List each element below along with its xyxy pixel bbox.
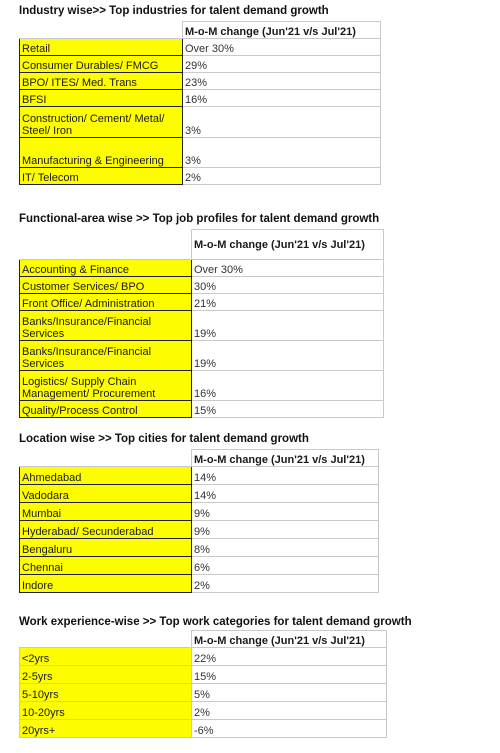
header-blank-cell [20,230,192,260]
row-label: Logistics/ Supply Chain Management/ Procurement [20,371,192,401]
row-value: 9% [192,503,379,521]
row-value: 16% [183,90,381,107]
industry-title: Industry wise>> Top industries for talent demand growth [19,5,329,17]
table-row [20,467,379,485]
row-label: Vadodara [20,485,192,503]
row-label: 5-10yrs [20,684,192,702]
location-table [19,449,379,593]
table-row [20,138,381,168]
table-row [20,702,387,720]
header-blank-cell [20,450,192,467]
row-label: 20yrs+ [20,720,192,738]
table-row [20,39,381,56]
row-value: 15% [192,666,387,684]
row-label: Mumbai [20,503,192,521]
table-row [20,277,384,294]
table-row [20,575,379,593]
header-cell: M-o-M change (Jun'21 v/s Jul'21) [192,450,379,467]
table-row [20,684,387,702]
row-value: 3% [183,107,381,138]
row-label: Construction/ Cement/ Metal/ Steel/ Iron [20,107,183,138]
row-value: 2% [192,702,387,720]
row-label: Bengaluru [20,539,192,557]
row-label: Accounting & Finance [20,260,192,277]
row-label: Banks/Insurance/Financial Services [20,341,192,371]
row-value: 15% [192,401,384,418]
header-cell: M-o-M change (Jun'21 v/s Jul'21) [192,631,387,648]
row-value: 14% [192,485,379,503]
row-label: 10-20yrs [20,702,192,720]
row-label: Chennai [20,557,192,575]
table-row [20,341,384,371]
row-value: 29% [183,56,381,73]
row-label: Customer Services/ BPO [20,277,192,294]
row-label: Front Office/ Administration [20,294,192,311]
functional-area-table [19,229,384,418]
row-label: BFSI [20,90,183,107]
table-row [20,311,384,341]
functional-area-title: Functional-area wise >> Top job profiles for talent demand growth [19,213,380,225]
table-row [20,648,387,666]
row-value: 14% [192,467,379,485]
table-row [20,539,379,557]
row-value: 21% [192,294,384,311]
row-label: Banks/Insurance/Financial Services [20,311,192,341]
table-row [20,260,384,277]
row-label: <2yrs [20,648,192,666]
table-row [20,56,381,73]
table-row [20,107,381,138]
row-value: 30% [192,277,384,294]
table-row [20,401,384,418]
row-value: 22% [192,648,387,666]
table-row [20,503,379,521]
row-value: 2% [183,168,381,185]
row-label: IT/ Telecom [20,168,183,185]
table-header-row [20,22,381,39]
header-blank-cell [20,22,183,39]
table-row [20,168,381,185]
row-label: Manufacturing & Engineering [20,138,183,168]
row-value: 23% [183,73,381,90]
row-value: 19% [192,341,384,371]
table-row [20,666,387,684]
table-header-row [20,631,387,648]
table-row [20,371,384,401]
table-row [20,73,381,90]
table-row [20,521,379,539]
row-label: Quality/Process Control [20,401,192,418]
row-value: 8% [192,539,379,557]
row-value: -6% [192,720,387,738]
header-cell: M-o-M change (Jun'21 v/s Jul'21) [192,230,384,260]
row-label: BPO/ ITES/ Med. Trans [20,73,183,90]
row-label: 2-5yrs [20,666,192,684]
header-blank-cell [20,631,192,648]
work-experience-title: Work experience-wise >> Top work categories for talent demand growth [19,616,412,628]
table-header-row [20,450,379,467]
row-value: 9% [192,521,379,539]
row-label: Hyderabad/ Secunderabad [20,521,192,539]
row-label: Indore [20,575,192,593]
row-value: 3% [183,138,381,168]
table-row [20,90,381,107]
header-cell: M-o-M change (Jun'21 v/s Jul'21) [183,22,381,39]
row-value: 19% [192,311,384,341]
row-value: 6% [192,557,379,575]
table-row [20,557,379,575]
table-row [20,720,387,738]
row-label: Retail [20,39,183,56]
work-experience-table [19,630,387,738]
industry-table [19,21,381,185]
row-label: Consumer Durables/ FMCG [20,56,183,73]
table-row [20,294,384,311]
row-value: 2% [192,575,379,593]
row-value: 16% [192,371,384,401]
row-value: 5% [192,684,387,702]
row-value: Over 30% [183,39,381,56]
location-title: Location wise >> Top cities for talent demand growth [19,433,309,445]
row-label: Ahmedabad [20,467,192,485]
table-header-row [20,230,384,260]
table-row [20,485,379,503]
row-value: Over 30% [192,260,384,277]
